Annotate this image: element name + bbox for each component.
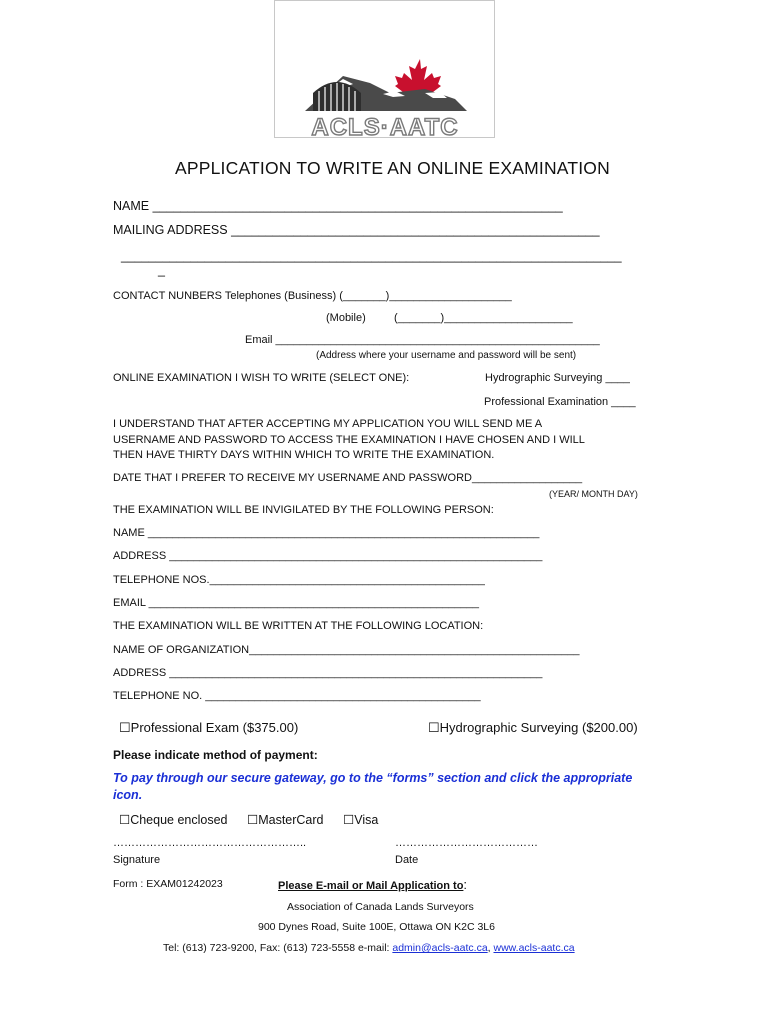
logo-frame (274, 0, 495, 138)
location-heading: THE EXAMINATION WILL BE WRITTEN AT THE FOLLOWING LOCATION: (113, 620, 484, 632)
mailing-address-field[interactable]: MAILING ADDRESS _____________________________________________________ (113, 223, 600, 237)
signature-line[interactable]: …………………………………………….. (113, 837, 307, 849)
location-telephone-field[interactable]: TELEPHONE NO. _____________________________________________ (113, 690, 481, 702)
mail-instructions (278, 877, 467, 892)
date-preference-field[interactable]: DATE THAT I PREFER TO RECEIVE MY USERNAME AND PASSWORD__________________ (113, 472, 583, 484)
organization-name: Association of Canada Lands Surveyors (287, 901, 474, 913)
email-link[interactable]: admin@acls-aatc.ca (392, 942, 488, 954)
mobile-phone-field[interactable]: (_______)_____________________ (394, 312, 573, 324)
invigilator-email-field[interactable]: EMAIL ______________________________________________________ (113, 597, 480, 609)
mail-instructions-text: Please E-mail or Mail Application to (278, 880, 464, 892)
applicant-name-field[interactable]: NAME ___________________________________________________________ (113, 199, 563, 213)
location-address-field[interactable]: ADDRESS _____________________________________________________________ (113, 667, 543, 679)
contact-phone-fax: Tel: (613) 723-9200, Fax: (613) 723-5558 e-mail: (163, 942, 393, 954)
cheque-checkbox[interactable]: ☐Cheque enclosed (119, 813, 228, 827)
invigilator-address-field[interactable]: ADDRESS _____________________________________________________________ (113, 550, 543, 562)
understand-line-3: THEN HAVE THIRTY DAYS WITHIN WHICH TO WRITE THE EXAMINATION. (113, 449, 495, 461)
date-line[interactable]: ………………………………… (395, 837, 538, 849)
professional-exam-checkbox[interactable]: ☐Professional Exam ($375.00) (119, 720, 299, 735)
acls-logo-icon (275, 1, 496, 139)
understand-line-1: I UNDERSTAND THAT AFTER ACCEPTING MY APPLICATION YOU WILL SEND ME A (113, 418, 543, 430)
gateway-instructions-line-2: icon. (113, 788, 143, 802)
email-note: (Address where your username and password will be sent) (316, 350, 577, 361)
date-format-note: (YEAR/ MONTH DAY) (549, 489, 638, 499)
mailing-address-line2[interactable]: ________________________________________________________________________ (121, 249, 622, 263)
mail-instructions-colon: : (463, 877, 468, 892)
contact-line (163, 942, 575, 954)
contact-separator: , (487, 942, 494, 954)
svg-text:ACLS·AATC: ACLS·AATC (311, 114, 459, 139)
organization-address: 900 Dynes Road, Suite 100E, Ottawa ON K2C 3L6 (258, 921, 495, 933)
mastercard-checkbox[interactable]: ☐MasterCard (247, 813, 324, 827)
understand-line-2: USERNAME AND PASSWORD TO ACCESS THE EXAMINATION I HAVE CHOSEN AND I WILL (113, 434, 585, 446)
mobile-label: (Mobile) (326, 312, 366, 324)
exam-select-label: ONLINE EXAMINATION I WISH TO WRITE (SELECT ONE): (113, 372, 410, 384)
mailing-address-line3: _ (158, 263, 165, 277)
visa-checkbox[interactable]: ☐Visa (343, 813, 379, 827)
invigilator-name-field[interactable]: NAME ________________________________________________________________ (113, 527, 540, 539)
gateway-instructions-line-1: To pay through our secure gateway, go to the “forms” section and click the appropriate (113, 771, 633, 785)
page-title: APPLICATION TO WRITE AN ONLINE EXAMINATION (175, 158, 610, 178)
business-phone-field[interactable]: CONTACT NUNBERS Telephones (Business) (_______)____________________ (113, 290, 512, 302)
invigilator-heading: THE EXAMINATION WILL BE INVIGILATED BY THE FOLLOWING PERSON: (113, 504, 494, 516)
date-label: Date (395, 854, 419, 866)
professional-option[interactable]: Professional Examination ____ (484, 396, 636, 408)
payment-heading: Please indicate method of payment: (113, 748, 318, 762)
hydrographic-survey-checkbox[interactable]: ☐Hydrographic Surveying ($200.00) (428, 720, 638, 735)
form-number: Form : EXAM01242023 (113, 878, 223, 890)
website-link[interactable]: www.acls-aatc.ca (493, 942, 575, 954)
organization-name-field[interactable]: NAME OF ORGANIZATION______________________________________________________ (113, 644, 580, 656)
email-field[interactable]: Email _____________________________________________________ (245, 334, 600, 346)
signature-label: Signature (113, 854, 161, 866)
invigilator-telephone-field[interactable]: TELEPHONE NOS._____________________________________________ (113, 574, 485, 586)
hydrographic-option[interactable]: Hydrographic Surveying ____ (485, 372, 630, 384)
